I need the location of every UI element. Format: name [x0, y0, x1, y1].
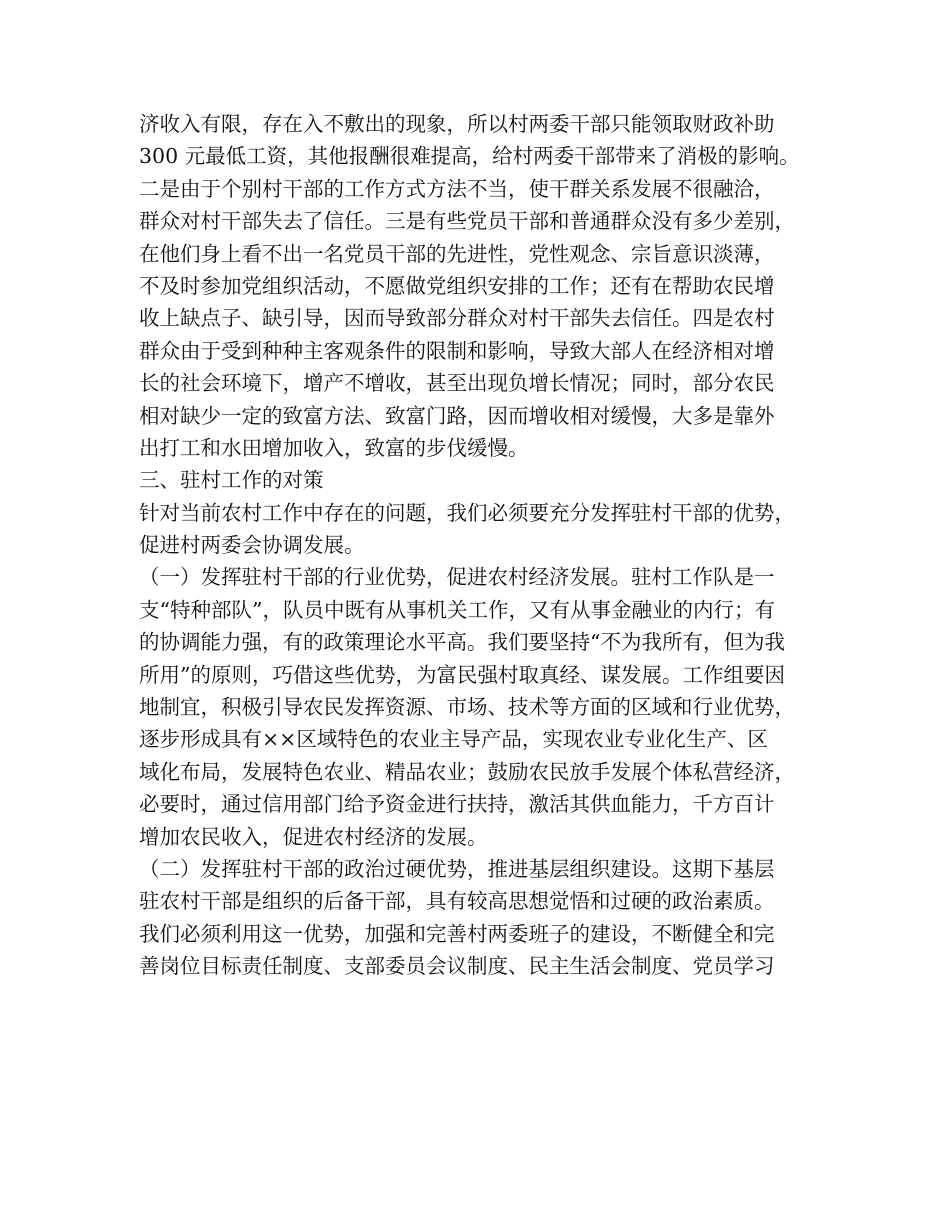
text-line: 增加农民收入，促进农村经济的发展。	[139, 824, 488, 849]
text-line: 群众对村干部失去了信任。三是有些党员干部和普通群众没有多少差别，	[139, 209, 795, 234]
text-line: 我们必须利用这一优势，加强和完善村两委班子的建设，不断健全和完	[139, 921, 775, 946]
text-line: 二是由于个别村干部的工作方式方法不当，使干群关系发展不很融洽，	[139, 176, 775, 201]
text-line: 促进村两委会协调发展。	[139, 533, 365, 558]
document-body	[139, 108, 819, 983]
text-line: 收上缺点子、缺引导，因而导致部分群众对村干部失去信任。四是农村	[139, 306, 775, 331]
text-line: 三、驻村工作的对策	[139, 468, 324, 493]
text-line: 地制宜，积极引导农民发挥资源、市场、技术等方面的区域和行业优势，	[139, 695, 795, 720]
text-line: 群众由于受到种种主客观条件的限制和影响，导致大部人在经济相对增	[139, 338, 775, 363]
text-line: 出打工和水田增加收入，致富的步伐缓慢。	[139, 435, 529, 460]
text-line: 必要时，通过信用部门给予资金进行扶持，激活其供血能力，千方百计	[139, 792, 775, 817]
text-line: 济收入有限，存在入不敷出的现象，所以村两委干部只能领取财政补助	[139, 112, 775, 136]
text-line: 长的社会环境下，增产不增收，甚至出现负增长情况；同时，部分农民	[139, 371, 775, 396]
text-line: 驻农村干部是组织的后备干部，具有较高思想觉悟和过硬的政治素质。	[139, 889, 775, 914]
text-line: （一）发挥驻村干部的行业优势，促进农村经济发展。驻村工作队是一	[139, 565, 775, 590]
text-line: 不及时参加党组织活动，不愿做党组织安排的工作；还有在帮助农民增	[139, 273, 775, 298]
text-line: 相对缺少一定的致富方法、致富门路，因而增收相对缓慢，大多是靠外	[139, 403, 775, 428]
text-line: 针对当前农村工作中存在的问题，我们必须要充分发挥驻村干部的优势，	[139, 500, 795, 525]
text-line: 所用”的原则，巧借这些优势，为富民强村取真经、谋发展。工作组要因	[139, 662, 785, 687]
text-line: 在他们身上看不出一名党员干部的先进性，党性观念、宗旨意识淡薄，	[139, 241, 775, 266]
text-line: （二）发挥驻村干部的政治过硬优势，推进基层组织建设。这期下基层	[139, 856, 775, 881]
text-line: 支“特种部队”，队员中既有从事机关工作，又有从事金融业的内行；有	[139, 597, 775, 622]
text-line: 善岗位目标责任制度、支部委员会议制度、民主生活会制度、党员学习	[139, 954, 775, 979]
text-line: 300 元最低工资，其他报酬很难提高，给村两委干部带来了消极的影响。	[139, 144, 800, 169]
text-line: 的协调能力强，有的政策理论水平高。我们要坚持“不为我所有，但为我	[139, 630, 785, 655]
text-line: 域化布局，发展特色农业、精品农业；鼓励农民放手发展个体私营经济，	[139, 759, 795, 784]
text-line: 逐步形成具有××区域特色的农业主导产品，实现农业专业化生产、区	[139, 727, 768, 752]
